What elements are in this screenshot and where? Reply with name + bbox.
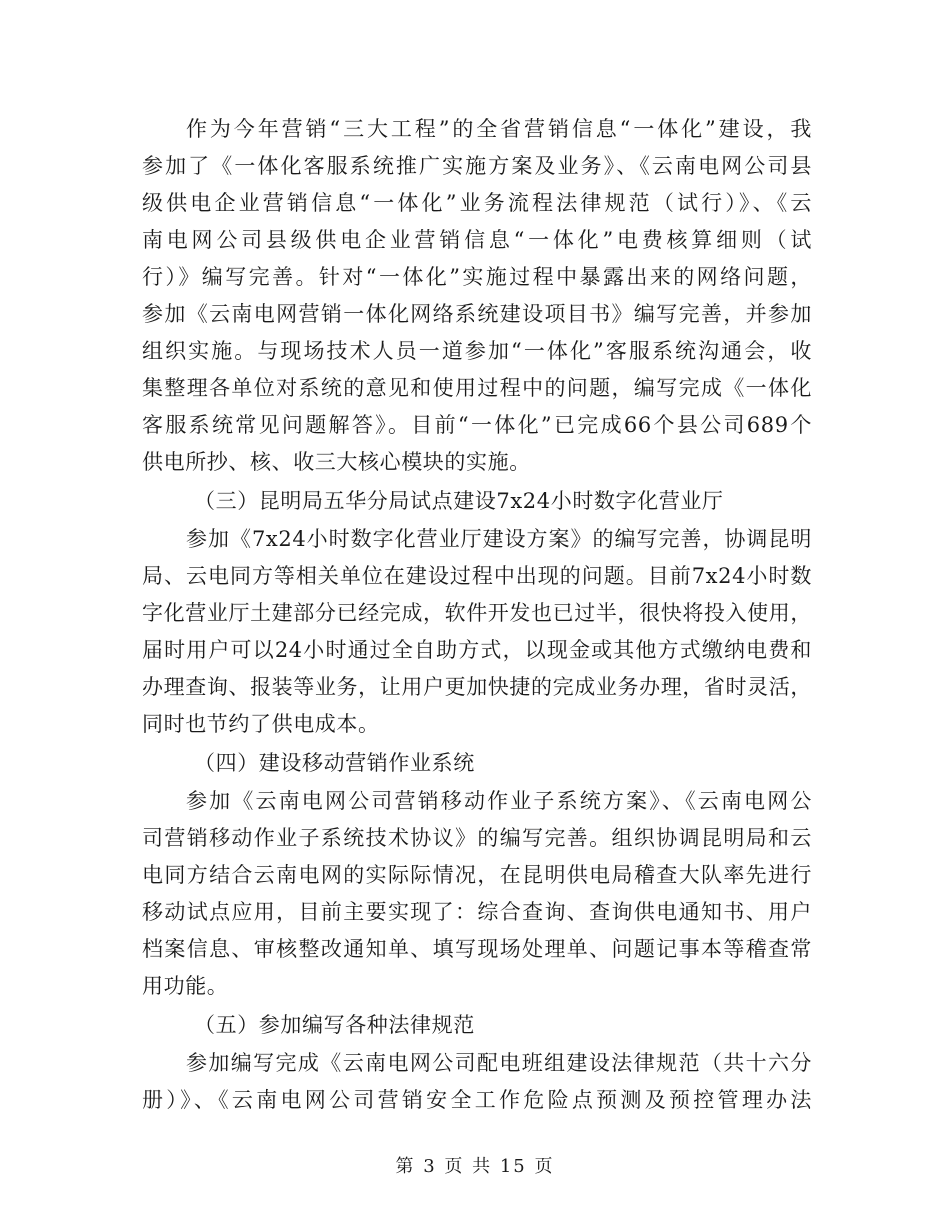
paragraph-line: 供电所抄、核、收三大核心模块的实施。 bbox=[142, 450, 531, 474]
paragraph-line: 集整理各单位对系统的意见和使用过程中的问题，编写完成《一体化 bbox=[142, 376, 812, 400]
page-footer: 第 3 页 共 15 页 bbox=[395, 1156, 555, 1177]
paragraph-line: 参加了《一体化客服系统推广实施方案及业务》、《云南电网公司县 bbox=[142, 154, 812, 178]
paragraph-line: 办理查询、报装等业务，让用户更加快捷的完成业务办理，省时灵活， bbox=[142, 675, 812, 699]
paragraph-line: 作为今年营销“三大工程”的全省营销信息“一体化”建设，我 bbox=[186, 117, 812, 141]
paragraph-line: 组织实施。与现场技术人员一道参加“一体化”客服系统沟通会，收 bbox=[142, 339, 812, 363]
document-body bbox=[142, 111, 812, 1119]
paragraph-line: 电同方结合云南电网的实际际情况，在昆明供电局稽查大队率先进行 bbox=[142, 863, 812, 887]
section-heading: （三）昆明局五华分局试点建设7x24小时数字化营业厅 bbox=[194, 489, 724, 513]
paragraph-line: 届时用户可以24小时通过全自助方式，以现金或其他方式缴纳电费和 bbox=[142, 638, 812, 662]
section-heading: （五）参加编写各种法律规范 bbox=[194, 1013, 475, 1037]
paragraph-line: 用功能。 bbox=[142, 974, 229, 998]
paragraph-line: 级供电企业营销信息“一体化”业务流程法律规范（试行）》、《云 bbox=[142, 191, 812, 215]
paragraph-line: 客服系统常见问题解答》。目前“一体化”已完成66个县公司689个 bbox=[142, 413, 812, 437]
paragraph-line: 参加《云南电网公司营销移动作业子系统方案》、《云南电网公 bbox=[186, 789, 812, 813]
paragraph-line: 局、云电同方等相关单位在建设过程中出现的问题。目前7x24小时数 bbox=[142, 564, 812, 588]
paragraph-line: 字化营业厅土建部分已经完成，软件开发也已过半，很快将投入使用， bbox=[142, 601, 812, 625]
paragraph-line: 档案信息、审核整改通知单、填写现场处理单、问题记事本等稽查常 bbox=[142, 937, 812, 961]
section-heading: （四）建设移动营销作业系统 bbox=[194, 751, 475, 775]
paragraph-line: 行）》编写完善。针对“一体化”实施过程中暴露出来的网络问题， bbox=[142, 265, 812, 289]
paragraph-line: 移动试点应用，目前主要实现了：综合查询、查询供电通知书、用户 bbox=[142, 900, 812, 924]
paragraph-line: 司营销移动作业子系统技术协议》的编写完善。组织协调昆明局和云 bbox=[142, 826, 812, 850]
paragraph-line: 参加《7x24小时数字化营业厅建设方案》的编写完善，协调昆明 bbox=[186, 527, 812, 551]
paragraph-line: 南电网公司县级供电企业营销信息“一体化”电费核算细则（试 bbox=[142, 228, 812, 252]
paragraph-line: 参加编写完成《云南电网公司配电班组建设法律规范（共十六分 bbox=[186, 1051, 812, 1075]
paragraph-line: 参加《云南电网营销一体化网络系统建设项目书》编写完善，并参加 bbox=[142, 302, 812, 326]
paragraph-line: 册）》、《云南电网公司营销安全工作危险点预测及预控管理办法 bbox=[142, 1088, 812, 1112]
paragraph-line: 同时也节约了供电成本。 bbox=[142, 712, 380, 736]
